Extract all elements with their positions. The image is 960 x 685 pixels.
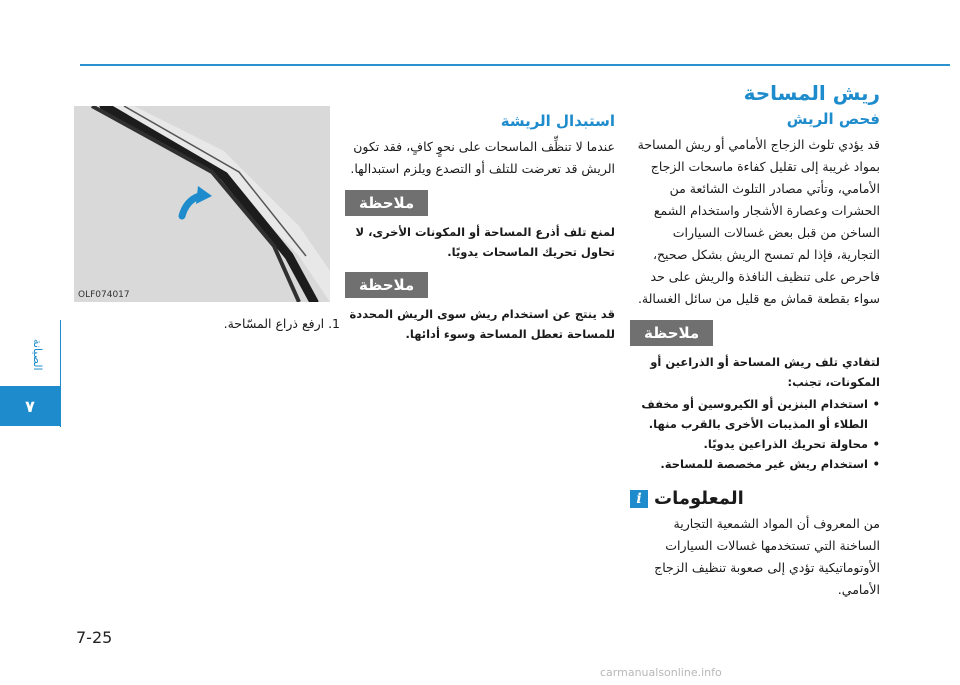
- subheading-replacement: استبدال الريشة: [500, 112, 615, 130]
- list-item: • محاولة تحريك الذراعين يدويًا.: [630, 434, 880, 454]
- info-icon: i: [630, 490, 648, 508]
- caution-label: ملاحظة: [345, 190, 428, 216]
- caution-list: [630, 394, 880, 474]
- inspection-paragraph: قد يؤدي تلوث الزجاج الأمامي أو ريش المساحة بمواد غريبة إلى تقليل كفاءة ماسحات الزجاج الأمامي، وتأتي مصادر التلوث الشائعة من الحشرات وعصارة الأشجار واستخدام الشمع الساخن من قبل بعض غسالات السيارات التجارية، فإذا لم تمسح الريش بشكل صحيح، فاحرص على تنظيف النافذة والريش على حد سواء بقطعة قماش مع قليل من سائل الغسالة.: [637, 137, 880, 306]
- top-rule: [80, 64, 950, 66]
- figure-code: OLF074017: [78, 290, 130, 300]
- caution-box: [345, 272, 615, 298]
- watermark: carmanualsonline.info: [600, 666, 722, 679]
- section-title: ريش المساحة: [743, 81, 880, 105]
- middle-column: [345, 108, 615, 344]
- wiper-arm-illustration: [74, 106, 330, 302]
- caution-label: ملاحظة: [345, 272, 428, 298]
- chapter-label: الصيانة: [31, 339, 44, 371]
- page-number: 7-25: [76, 628, 113, 647]
- figure-caption: 1. ارفع ذراع المسّاحة.: [223, 316, 340, 331]
- caution-box: [345, 190, 615, 216]
- caution-text: لتفادي تلف ريش المساحة أو الذراعين أو المكونات، تجنب:: [650, 355, 880, 389]
- caution-box: [630, 320, 880, 346]
- right-column: [630, 80, 880, 601]
- subheading-inspection: فحص الريش: [786, 110, 880, 128]
- info-paragraph: من المعروف أن المواد الشمعية التجارية الساخنة التي تستخدمها غسالات السيارات الأوتوماتيكية تؤدي إلى صعوبة تنظيف الزجاج الأمامي.: [654, 516, 880, 597]
- chapter-tab[interactable]: ٧: [0, 386, 60, 426]
- caution-label: ملاحظة: [630, 320, 713, 346]
- caution-text: لمنع تلف أذرع المساحة أو المكونات الأخرى، لا تحاول تحريك الماسحات يدويًا.: [355, 225, 615, 259]
- info-header: [630, 488, 880, 509]
- chapter-divider: [60, 320, 61, 427]
- wiper-drawing: [74, 106, 330, 302]
- info-title: المعلومات: [654, 488, 744, 509]
- replacement-paragraph: عندما لا تنظِّف الماسحات على نحوٍ كافٍ، فقد تكون الريش قد تعرضت للتلف أو التصدع ويلزم استبدالها.: [350, 139, 615, 176]
- list-item: • استخدام البنزين أو الكيروسين أو مخفف الطلاء أو المذيبات الأخرى بالقرب منها.: [630, 394, 880, 434]
- list-item: • استخدام ريش غير مخصصة للمساحة.: [630, 454, 880, 474]
- caution-text: قد ينتج عن استخدام ريش سوى الريش المحددة للمساحة تعطل المساحة وسوء أدائها.: [349, 307, 615, 341]
